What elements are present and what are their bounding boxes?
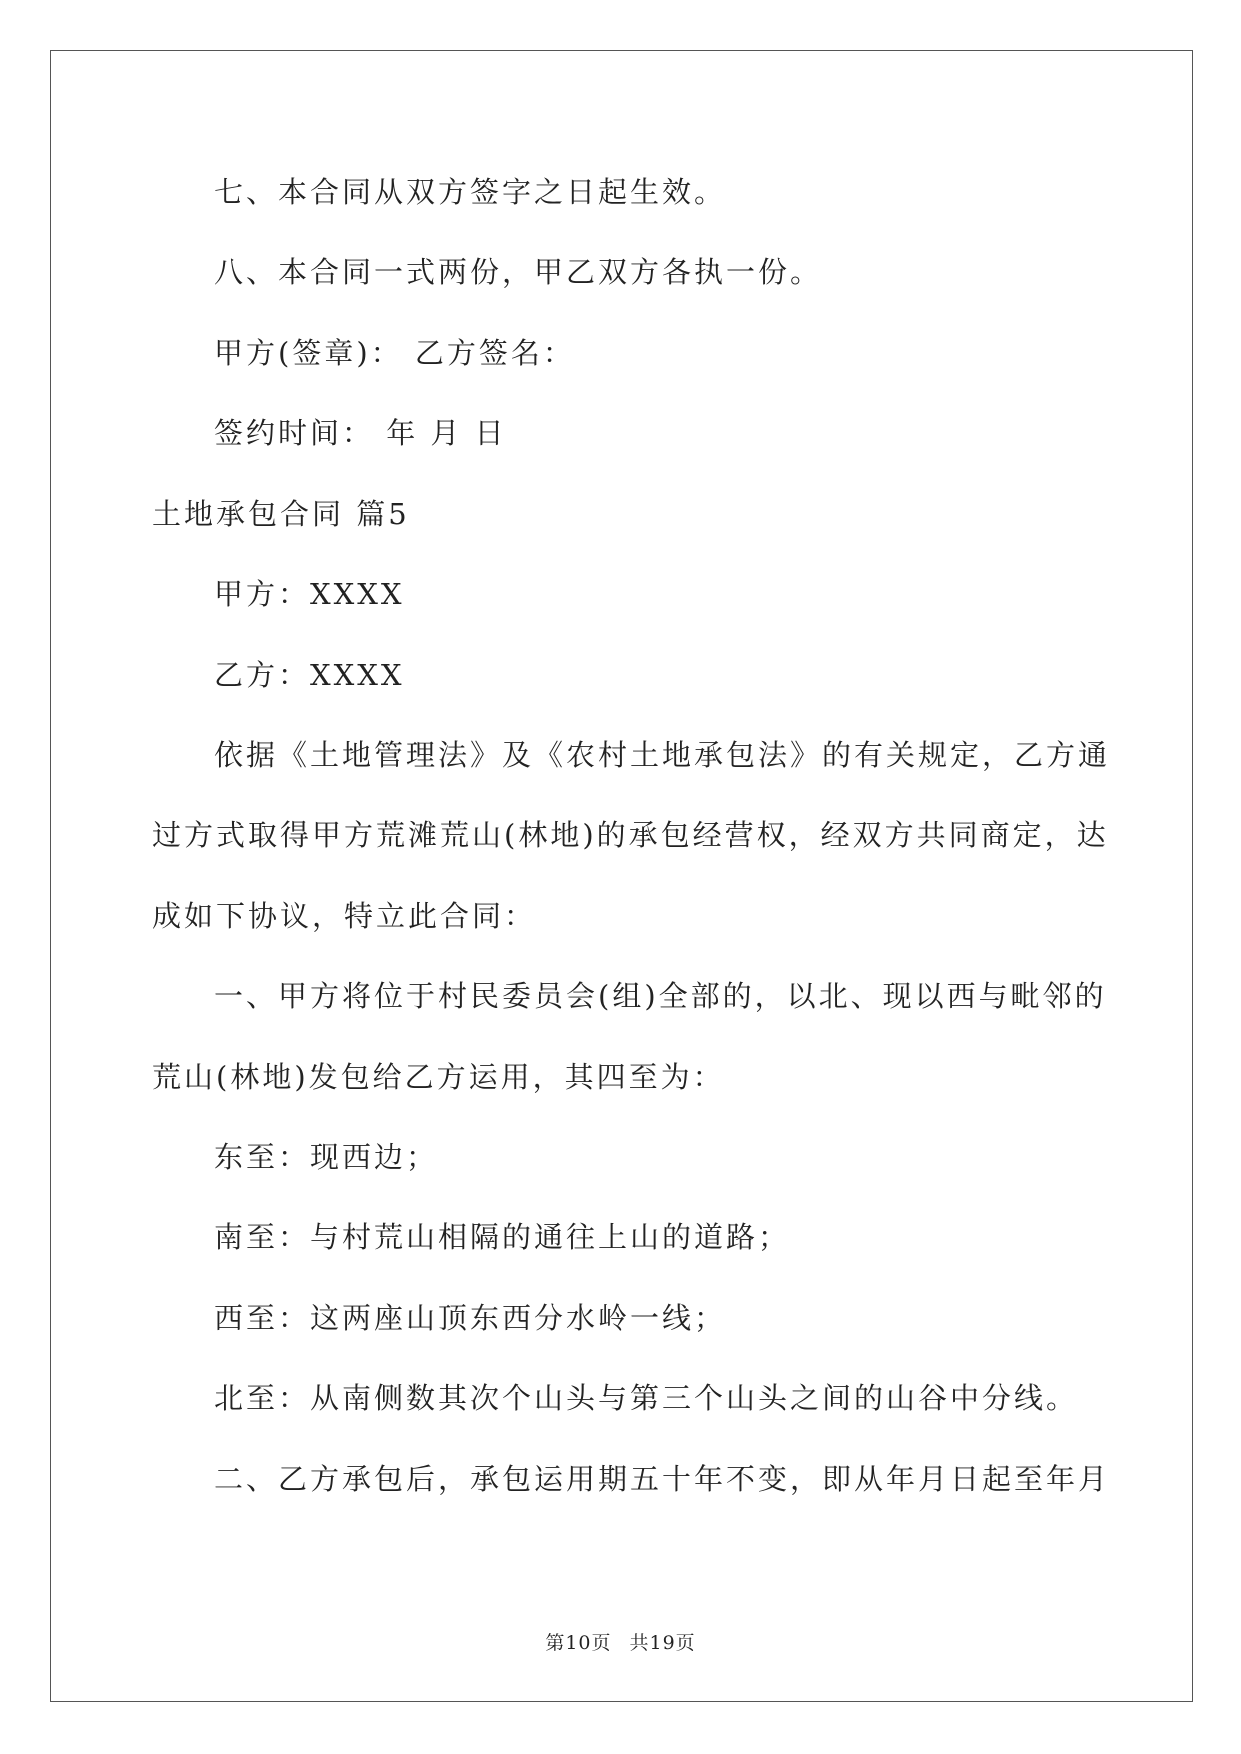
paragraph-preamble-line-3: 成如下协议，特立此合同： [152, 899, 537, 933]
paragraph-signatures: 甲方(签章)： 乙方签名： [214, 336, 575, 370]
paragraph-clause-2: 二、乙方承包后，承包运用期五十年不变，即从年月日起至年月 [214, 1462, 1111, 1496]
paragraph-clause-8: 八、本合同一式两份，甲乙双方各执一份。 [214, 255, 823, 289]
section-heading: 土地承包合同 篇5 [152, 497, 410, 531]
paragraph-preamble-line-1: 依据《土地管理法》及《农村土地承包法》的有关规定，乙方通 [214, 738, 1111, 772]
paragraph-boundary-south: 南至：与村荒山相隔的通往上山的道路； [214, 1220, 791, 1254]
paragraph-party-b: 乙方：XXXX [214, 658, 405, 692]
paragraph-preamble-line-2: 过方式取得甲方荒滩荒山(林地)的承包经营权，经双方共同商定，达 [152, 818, 1109, 852]
paragraph-clause-1-line-1: 一、甲方将位于村民委员会(组)全部的，以北、现以西与毗邻的 [214, 979, 1107, 1013]
paragraph-boundary-north: 北至：从南侧数其次个山头与第三个山头之间的山谷中分线。 [214, 1381, 1079, 1415]
page-total: 共19页 [629, 1632, 696, 1654]
paragraph-sign-date: 签约时间： 年 月 日 [214, 416, 507, 450]
page-number: 第10页 [545, 1632, 612, 1654]
paragraph-clause-1-line-2: 荒山(林地)发包给乙方运用，其四至为： [152, 1060, 725, 1094]
paragraph-party-a: 甲方：XXXX [214, 577, 405, 611]
page-border [50, 50, 1193, 1702]
paragraph-boundary-east: 东至：现西边； [214, 1140, 439, 1174]
paragraph-boundary-west: 西至：这两座山顶东西分水岭一线； [214, 1301, 727, 1335]
page-footer [0, 1628, 1241, 1655]
paragraph-clause-7: 七、本合同从双方签字之日起生效。 [214, 175, 727, 209]
